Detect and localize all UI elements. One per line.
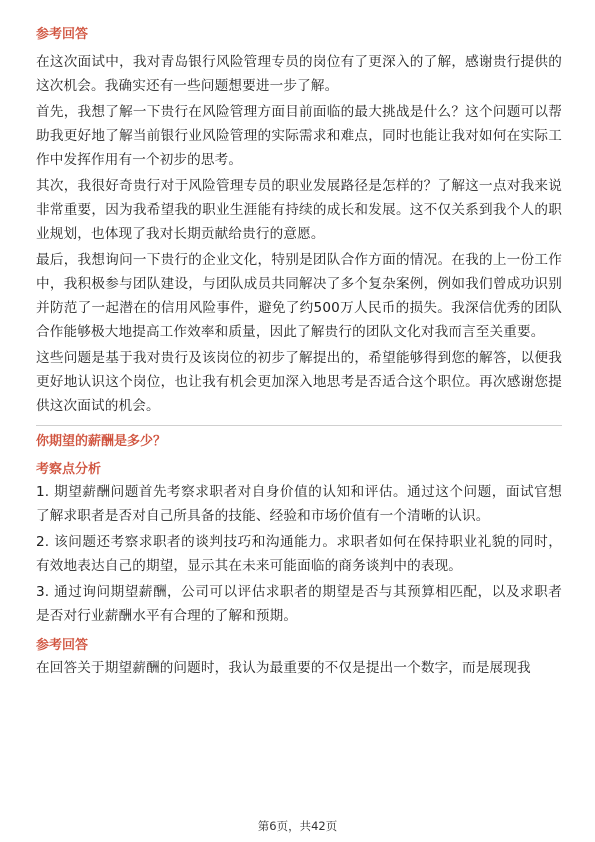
section-heading-reference-answer-2: 参考回答	[36, 638, 89, 653]
analysis-heading: 考察点分析	[36, 462, 102, 477]
section-heading-reference-answer: 参考回答	[36, 27, 89, 42]
section-divider	[36, 425, 562, 426]
interview-question-heading: 你期望的薪酬是多少？	[36, 434, 167, 449]
page-content	[36, 26, 562, 680]
answer-paragraph: 最后，我想询问一下贵行的企业文化，特别是团队合作方面的情况。在我的上一份工作中，我积极参与团队建设，与团队成员共同解决了多个复杂案例，例如我们曾成功识别并防范了一起潜在的信用风险事件，避免了约500万人民币的损失。我深信优秀的团队合作能够极大地提高工作效率和质量，因此了解贵行的团队文化对我而言至关重要。	[36, 252, 562, 340]
answer-paragraph: 在这次面试中，我对青岛银行风险管理专员的岗位有了更深入的了解，感谢贵行提供的这次机会。我确实还有一些问题想要进一步了解。	[36, 54, 562, 94]
page-number-footer: 第6页，共42页	[257, 819, 338, 833]
analysis-point: 1. 期望薪酬问题首先考察求职者对自身价值的认知和评估。通过这个问题，面试官想了解求职者是否对自己所具备的技能、经验和市场价值有一个清晰的认识。	[36, 484, 562, 524]
analysis-point: 2. 该问题还考察求职者的谈判技巧和沟通能力。求职者如何在保持职业礼貌的同时，有效地表达自己的期望，显示其在未来可能面临的商务谈判中的表现。	[36, 534, 562, 574]
answer-paragraph: 其次，我很好奇贵行对于风险管理专员的职业发展路径是怎样的？了解这一点对我来说非常重要，因为我希望我的职业生涯能有持续的成长和发展。这不仅关系到我个人的职业规划，也体现了我对长期贡献给贵行的意愿。	[36, 178, 562, 242]
answer-paragraph: 这些问题是基于我对贵行及该岗位的初步了解提出的，希望能够得到您的解答，以便我更好地认识这个岗位，也让我有机会更加深入地思考是否适合这个职位。再次感谢您提供这次面试的机会。	[36, 350, 562, 414]
analysis-point: 3. 通过询问期望薪酬，公司可以评估求职者的期望是否与其预算相匹配，以及求职者是否对行业薪酬水平有合理的了解和预期。	[36, 584, 562, 624]
answer-paragraph: 首先，我想了解一下贵行在风险管理方面目前面临的最大挑战是什么？这个问题可以帮助我更好地了解当前银行业风险管理的实际需求和难点，同时也能让我对如何在实际工作中发挥作用有一个初步的思考。	[36, 104, 562, 168]
answer-paragraph-partial: 在回答关于期望薪酬的问题时，我认为最重要的不仅是提出一个数字，而是展现我	[36, 660, 531, 676]
